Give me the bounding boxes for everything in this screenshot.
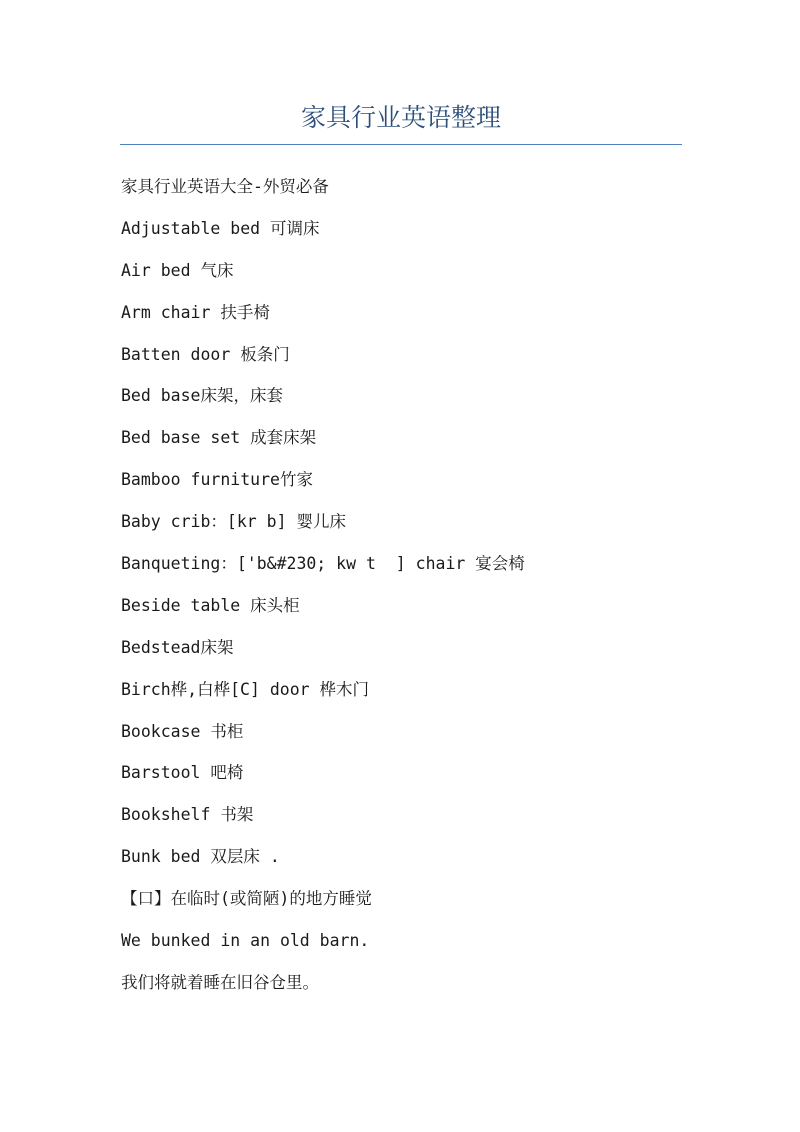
title-underline [120,144,682,145]
glossary-line: Adjustable bed 可调床 [121,218,320,238]
glossary-line: Bed base床架，床套 [121,386,283,406]
glossary-line: Bed base set 成套床架 [121,428,317,448]
glossary-line: Bookshelf 书架 [121,805,254,825]
glossary-line: Baby crib：[kr b] 婴儿床 [121,512,346,532]
glossary-line: Bookcase 书柜 [121,721,244,741]
glossary-line: Barstool 吧椅 [121,763,244,783]
example-sentence: We bunked in an old barn. [121,931,370,951]
glossary-line: Batten door 板条门 [121,344,290,364]
glossary-line: Arm chair 扶手椅 [121,302,270,322]
glossary-line: Beside table 床头柜 [121,595,300,615]
glossary-list [121,170,681,1008]
glossary-line: Banqueting：['b&#230; kw t ] chair 宴会椅 [121,554,525,574]
glossary-heading: 家具行业英语大全-外贸必备 [121,177,329,196]
glossary-line: Birch桦,白桦[C] door 桦木门 [121,679,370,699]
glossary-line: Bamboo furniture竹家 [121,470,313,490]
example-translation: 我们将就着睡在旧谷仓里。 [121,972,319,992]
glossary-line: Bedstead床架 [121,637,234,657]
glossary-line: Bunk bed 双层床 . [121,847,280,867]
glossary-line: Air bed 气床 [121,260,234,280]
document-title: 家具行业英语整理 [300,103,501,132]
definition-line: 【口】在临时(或简陋)的地方睡觉 [121,889,372,909]
